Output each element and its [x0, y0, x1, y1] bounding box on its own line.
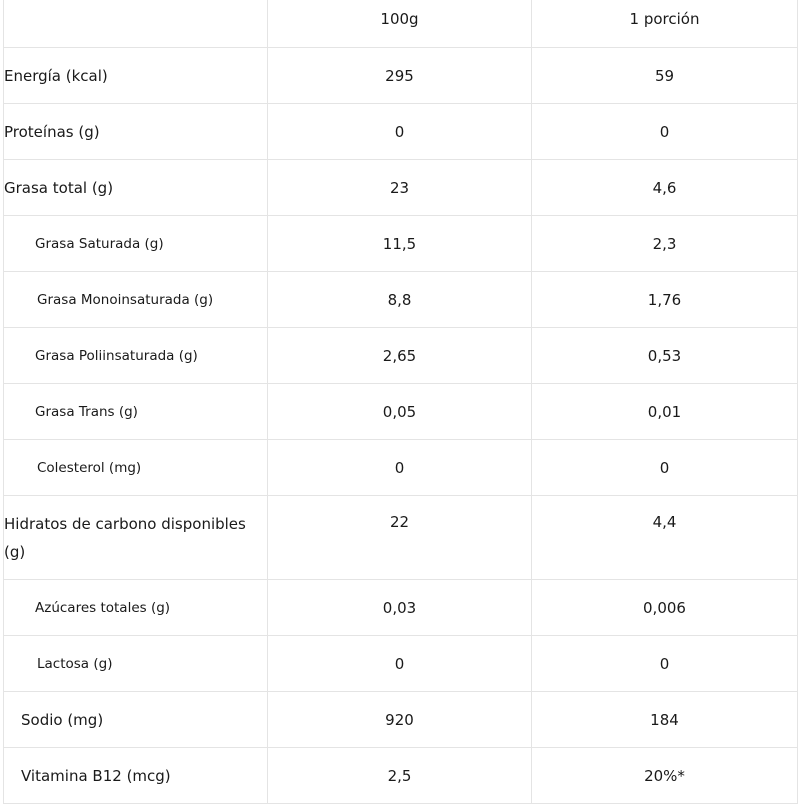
table-row: [4, 692, 798, 748]
row-value-100g: 2,5: [268, 748, 532, 804]
row-label: Grasa Saturada (g): [4, 216, 268, 272]
row-label: Colesterol (mg): [4, 440, 268, 496]
row-value-100g: 920: [268, 692, 532, 748]
row-value-portion: 4,4: [532, 496, 798, 580]
row-label: Grasa Poliinsaturada (g): [4, 328, 268, 384]
row-value-portion: 59: [532, 48, 798, 104]
row-value-100g: 295: [268, 48, 532, 104]
row-value-portion: 0: [532, 104, 798, 160]
table-row: [4, 580, 798, 636]
row-label: Proteínas (g): [4, 104, 268, 160]
row-label: Lactosa (g): [4, 636, 268, 692]
row-value-100g: 0: [268, 440, 532, 496]
table-row: [4, 328, 798, 384]
row-value-portion: 1,76: [532, 272, 798, 328]
row-label: Sodio (mg): [4, 692, 268, 748]
row-label: Energía (kcal): [4, 48, 268, 104]
table-row: [4, 104, 798, 160]
row-value-portion: 184: [532, 692, 798, 748]
header-blank-cell: [4, 0, 268, 48]
header-portion: 1 porción: [532, 0, 798, 48]
nutrition-table: [3, 0, 798, 804]
row-label: Grasa Trans (g): [4, 384, 268, 440]
table-row: [4, 636, 798, 692]
row-value-portion: 0,006: [532, 580, 798, 636]
table-row: [4, 748, 798, 804]
row-value-portion: 0: [532, 636, 798, 692]
table-row: [4, 496, 798, 580]
table-row: [4, 440, 798, 496]
row-value-100g: 0,03: [268, 580, 532, 636]
row-value-100g: 8,8: [268, 272, 532, 328]
row-value-100g: 0,05: [268, 384, 532, 440]
row-value-100g: 11,5: [268, 216, 532, 272]
row-label: Hidratos de carbono disponibles (g): [4, 496, 268, 580]
row-label: Vitamina B12 (mcg): [4, 748, 268, 804]
row-value-portion: 2,3: [532, 216, 798, 272]
table-row: [4, 48, 798, 104]
table-row: [4, 216, 798, 272]
header-100g: 100g: [268, 0, 532, 48]
row-value-portion: 20%*: [532, 748, 798, 804]
row-value-100g: 2,65: [268, 328, 532, 384]
row-value-portion: 4,6: [532, 160, 798, 216]
table-header-row: [4, 0, 798, 48]
row-value-portion: 0,01: [532, 384, 798, 440]
row-value-100g: 0: [268, 636, 532, 692]
row-label: Azúcares totales (g): [4, 580, 268, 636]
row-value-100g: 0: [268, 104, 532, 160]
table-row: [4, 160, 798, 216]
row-value-portion: 0: [532, 440, 798, 496]
row-value-100g: 22: [268, 496, 532, 580]
table-row: [4, 384, 798, 440]
row-value-100g: 23: [268, 160, 532, 216]
table-row: [4, 272, 798, 328]
row-label: Grasa Monoinsaturada (g): [4, 272, 268, 328]
row-value-portion: 0,53: [532, 328, 798, 384]
row-label: Grasa total (g): [4, 160, 268, 216]
